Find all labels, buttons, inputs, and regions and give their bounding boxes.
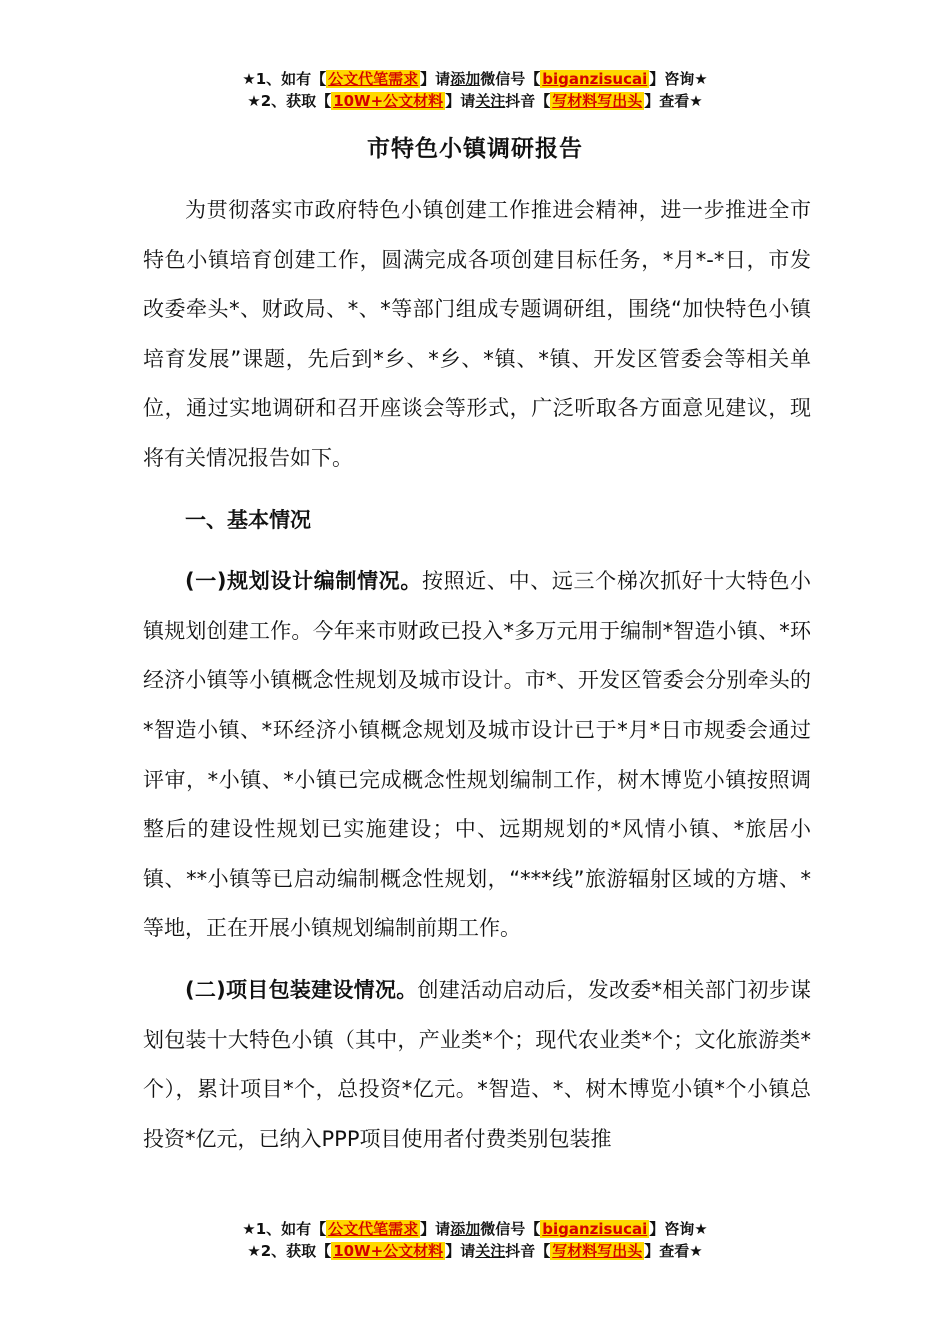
paragraph-planning-head: (一)规划设计编制情况。	[185, 569, 422, 594]
highlight-service: 公文代笔需求	[328, 70, 419, 88]
document-body	[143, 186, 811, 1176]
header-notice	[0, 68, 950, 112]
notice-line-2: ★2、获取【 10W+公文材料 】请关注抖音【 写材料写出头 】查看★	[247, 92, 703, 110]
paragraph-projects	[143, 966, 811, 1164]
footer-notice	[0, 1218, 950, 1262]
highlight-wechat-id: biganzisucai	[542, 70, 648, 88]
paragraph-projects-head: (二)项目包装建设情况。	[185, 977, 418, 1002]
highlight-douyin-account: 写材料写出头	[552, 1242, 643, 1260]
notice-line-1: ★1、如有【 公文代笔需求 】请添加微信号【 biganzisucai 】咨询★	[242, 1220, 708, 1238]
highlight-service: 公文代笔需求	[328, 1220, 419, 1238]
notice-line-1: ★1、如有【 公文代笔需求 】请添加微信号【 biganzisucai 】咨询★	[242, 70, 708, 88]
intro-paragraph: 为贯彻落实市政府特色小镇创建工作推进会精神，进一步推进全市特色小镇培育创建工作，圆满完成各项创建目标任务，*月*-*日，市发改委牵头*、财政局、*、*等部门组成专题调研组，围绕“加快特色小镇培育发展”课题，先后到*乡、*乡、*镇、*镇、开发区管委会等相关单位，通过实地调研和召开座谈会等形式，广泛听取各方面意见建议，现将有关情况报告如下。	[143, 198, 811, 470]
highlight-wechat-id: biganzisucai	[542, 1220, 648, 1238]
paragraph-projects-body: 创建活动启动后，发改委*相关部门初步谋划包装十大特色小镇（其中，产业类*个；现代农业类*个；文化旅游类*个），累计项目*个，总投资*亿元。*智造、*、树木博览小镇*个小镇总投资*亿元，已纳入PPP项目使用者付费类别包装推	[143, 977, 811, 1151]
highlight-materials: 10W+公文材料	[333, 92, 444, 110]
section-heading-basic: 一、基本情况	[185, 507, 311, 532]
document-title: 市特色小镇调研报告	[367, 136, 583, 162]
notice-line-2: ★2、获取【 10W+公文材料 】请关注抖音【 写材料写出头 】查看★	[247, 1242, 703, 1260]
highlight-douyin-account: 写材料写出头	[552, 92, 643, 110]
paragraph-planning	[143, 557, 811, 954]
paragraph-planning-body: 按照近、中、远三个梯次抓好十大特色小镇规划创建工作。今年来市财政已投入*多万元用于编制*智造小镇、*环经济小镇等小镇概念性规划及城市设计。市*、开发区管委会分别牵头的*智造小镇、*环经济小镇概念规划及城市设计已于*月*日市规委会通过评审，*小镇、*小镇已完成概念性规划编制工作，树木博览小镇按照调整后的建设性规划已实施建设；中、远期规划的*风情小镇、*旅居小镇、**小镇等已启动编制概念性规划，“***线”旅游辐射区域的方塘、*等地，正在开展小镇规划编制前期工作。	[143, 569, 812, 941]
highlight-materials: 10W+公文材料	[333, 1242, 444, 1260]
